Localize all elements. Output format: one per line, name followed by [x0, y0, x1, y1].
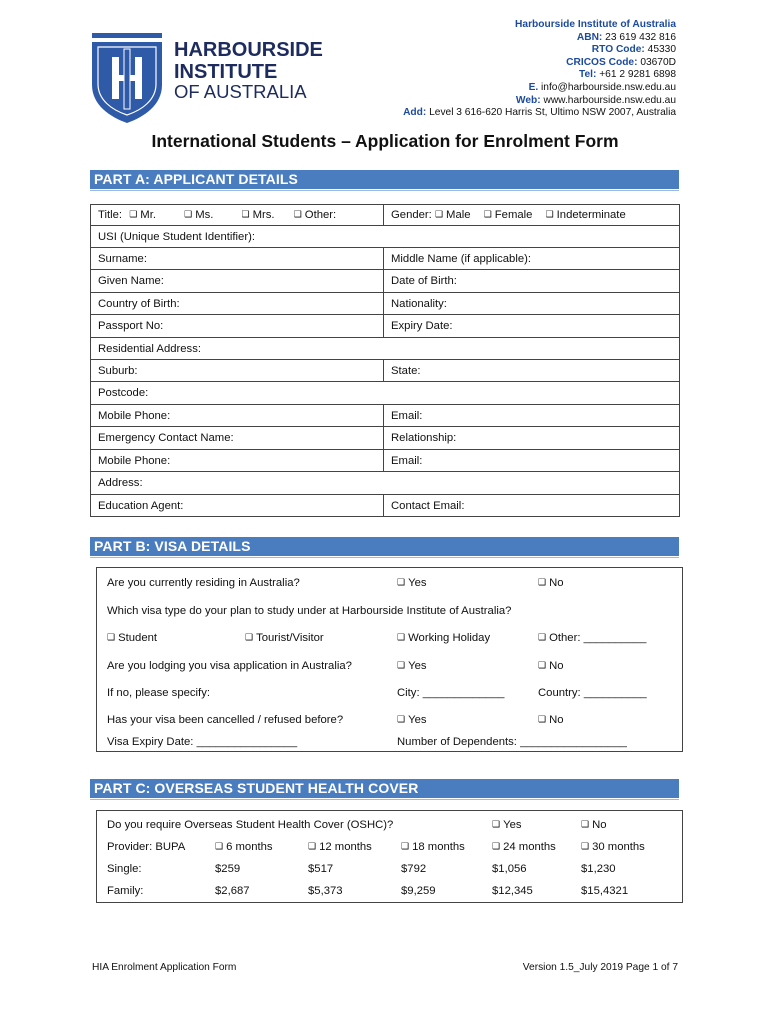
relationship-field[interactable]: Relationship: [384, 427, 680, 450]
tel-value: +61 2 9281 6898 [599, 69, 676, 81]
option-label: Yes [408, 660, 427, 672]
cancelled-yes[interactable] [397, 714, 427, 726]
option-label: No [549, 577, 564, 589]
checkbox-icon[interactable]: ❑ [492, 820, 501, 830]
single-price: $1,230 [581, 863, 616, 875]
email-link[interactable]: info@harbourside.nsw.edu.au [541, 81, 676, 93]
email-label: E. [528, 81, 539, 93]
provider-label: Provider: BUPA [107, 841, 186, 853]
part-a-header: PART A: APPLICANT DETAILS [90, 170, 679, 189]
visa-expiry-field[interactable]: Visa Expiry Date: ________________ [107, 736, 298, 748]
option-label: 24 months [503, 841, 556, 853]
state-field[interactable]: State: [384, 360, 680, 382]
residential-address-field[interactable]: Residential Address: [91, 338, 680, 360]
checkbox-icon[interactable]: ❑ [241, 210, 250, 220]
address-label: Add: [403, 107, 427, 119]
family-price: $12,345 [492, 885, 533, 897]
agent-email-field[interactable]: Contact Email: [384, 495, 680, 517]
footer-form-name: HIA Enrolment Application Form [92, 962, 237, 973]
option-label: Working Holiday [408, 632, 491, 644]
option-label: Yes [503, 819, 522, 831]
page-title: International Students – Application for Enrolment Form [151, 131, 619, 151]
logo-line-2: INSTITUTE [174, 61, 278, 83]
email-field[interactable]: Email: [384, 405, 680, 427]
option-label: Yes [408, 577, 427, 589]
checkbox-icon[interactable]: ❑ [492, 842, 501, 852]
oshc-no[interactable] [581, 819, 607, 831]
option-label: No [592, 819, 607, 831]
cancelled-question: Has your visa been cancelled / refused before? [107, 714, 344, 726]
gender-option-female: Female [494, 209, 533, 221]
tel-label: Tel: [579, 69, 597, 81]
visa-type-student[interactable] [107, 632, 157, 644]
emergency-address-field[interactable]: Address: [91, 472, 680, 495]
education-agent-field[interactable]: Education Agent: [91, 495, 384, 517]
single-price: $517 [308, 863, 334, 875]
duration-12-months[interactable] [308, 841, 372, 853]
checkbox-icon[interactable]: ❑ [538, 715, 547, 725]
checkbox-icon[interactable]: ❑ [308, 842, 317, 852]
option-label: 12 months [319, 841, 372, 853]
checkbox-icon[interactable]: ❑ [538, 661, 547, 671]
title-field [91, 205, 384, 226]
checkbox-icon[interactable]: ❑ [434, 210, 444, 220]
option-label: 30 months [592, 841, 645, 853]
duration-24-months[interactable] [492, 841, 556, 853]
emergency-mobile-field[interactable]: Mobile Phone: [91, 450, 384, 472]
checkbox-icon[interactable]: ❑ [538, 633, 547, 643]
checkbox-icon[interactable]: ❑ [581, 842, 590, 852]
family-price: $15,4321 [581, 885, 629, 897]
option-label: No [549, 714, 564, 726]
duration-30-months[interactable] [581, 841, 645, 853]
dob-field[interactable]: Date of Birth: [384, 270, 680, 293]
visa-type-question: Which visa type do your plan to study under at Harbourside Institute of Australia? [107, 605, 512, 617]
lodging-no[interactable] [538, 660, 564, 672]
cancelled-no[interactable] [538, 714, 564, 726]
postcode-field[interactable]: Postcode: [91, 382, 680, 405]
abn-value: 23 619 432 816 [605, 31, 676, 43]
gender-field [384, 205, 680, 226]
single-label: Single: [107, 863, 142, 875]
surname-field[interactable]: Surname: [91, 248, 384, 270]
cricos-value: 03670D [640, 56, 676, 68]
dependents-field[interactable]: Number of Dependents: _________________ [397, 736, 627, 748]
residing-yes[interactable] [397, 577, 427, 589]
checkbox-icon[interactable]: ❑ [401, 842, 410, 852]
checkbox-icon[interactable]: ❑ [107, 633, 116, 643]
expiry-date-field[interactable]: Expiry Date: [384, 315, 680, 338]
part-c-header: PART C: OVERSEAS STUDENT HEALTH COVER [90, 779, 679, 798]
option-label: 6 months [226, 841, 273, 853]
nationality-field[interactable]: Nationality: [384, 293, 680, 315]
emergency-email-field[interactable]: Email: [384, 450, 680, 472]
family-label: Family: [107, 885, 144, 897]
title-option-other: Other: [304, 209, 337, 221]
visa-type-working-holiday[interactable] [397, 632, 490, 644]
rto-label: RTO Code: [591, 44, 645, 56]
option-label: Student [118, 632, 158, 644]
web-link[interactable]: www.harbourside.nsw.edu.au [543, 94, 676, 106]
country-of-birth-field[interactable]: Country of Birth: [91, 293, 384, 315]
given-name-field[interactable]: Given Name: [91, 270, 384, 293]
emergency-contact-name-field[interactable]: Emergency Contact Name: [91, 427, 384, 450]
visa-type-other[interactable] [538, 632, 646, 644]
option-label: Tourist/Visitor [256, 632, 324, 644]
title-option-mrs: Mrs. [252, 209, 275, 221]
option-label: Other: __________ [549, 632, 647, 644]
suburb-field[interactable]: Suburb: [91, 360, 384, 382]
checkbox-icon[interactable]: ❑ [397, 715, 406, 725]
duration-18-months[interactable] [401, 841, 465, 853]
country-field[interactable]: Country: __________ [538, 687, 647, 699]
usi-field[interactable]: USI (Unique Student Identifier): [91, 226, 680, 248]
duration-6-months[interactable] [215, 841, 273, 853]
part-b-header: PART B: VISA DETAILS [90, 537, 679, 556]
city-field[interactable]: City: _____________ [397, 687, 505, 699]
oshc-yes[interactable] [492, 819, 522, 831]
abn-label: ABN: [576, 31, 603, 43]
gender-option-indeterminate: Indeterminate [556, 209, 626, 221]
gender-label: Gender: [391, 209, 432, 221]
checkbox-icon[interactable]: ❑ [245, 633, 254, 643]
passport-field[interactable]: Passport No: [91, 315, 384, 338]
checkbox-icon[interactable]: ❑ [397, 578, 406, 588]
mobile-phone-field[interactable]: Mobile Phone: [91, 405, 384, 427]
checkbox-icon[interactable]: ❑ [397, 661, 406, 671]
institute-name: Harbourside Institute of Australia [515, 19, 676, 30]
family-price: $5,373 [308, 885, 343, 897]
single-price: $792 [401, 863, 427, 875]
single-price: $1,056 [492, 863, 527, 875]
visa-type-tourist[interactable] [245, 632, 324, 644]
option-label: No [549, 660, 564, 672]
address-value: Level 3 616-620 Harris St, Ultimo NSW 2007, Australia [429, 107, 676, 119]
lodging-question: Are you lodging you visa application in Australia? [107, 660, 352, 672]
title-option-mr: Mr. [140, 209, 156, 221]
checkbox-icon[interactable]: ❑ [184, 210, 193, 220]
logo-line-1: HARBOURSIDE [174, 39, 323, 61]
checkbox-icon[interactable]: ❑ [215, 842, 224, 852]
logo-line-3: OF AUSTRALIA [174, 81, 307, 102]
family-price: $2,687 [215, 885, 250, 897]
checkbox-icon[interactable]: ❑ [293, 210, 302, 220]
applicant-details-table [90, 204, 680, 517]
contact-block [403, 19, 676, 120]
lodging-yes[interactable] [397, 660, 427, 672]
cricos-label: CRICOS Code: [566, 56, 638, 68]
rto-value: 45330 [647, 44, 676, 56]
residing-question: Are you currently residing in Australia? [107, 577, 300, 589]
option-label: 18 months [412, 841, 465, 853]
shield-logo-icon [92, 33, 162, 123]
checkbox-icon[interactable]: ❑ [581, 820, 590, 830]
option-label: Yes [408, 714, 427, 726]
checkbox-icon[interactable]: ❑ [129, 210, 138, 220]
footer-version-page: Version 1.5_July 2019 Page 1 of 7 [522, 962, 678, 973]
residing-no[interactable] [538, 577, 564, 589]
oshc-question: Do you require Overseas Student Health Cover (OSHC)? [107, 819, 394, 831]
middle-name-field[interactable]: Middle Name (if applicable): [384, 248, 680, 270]
title-option-ms: Ms. [195, 209, 214, 221]
checkbox-icon[interactable]: ❑ [538, 578, 547, 588]
web-label: Web: [515, 94, 541, 106]
if-no-specify-label: If no, please specify: [107, 687, 210, 699]
checkbox-icon[interactable]: ❑ [483, 210, 492, 220]
institute-logo [92, 33, 342, 125]
single-price: $259 [215, 863, 241, 875]
checkbox-icon[interactable]: ❑ [397, 633, 406, 643]
gender-option-male: Male [446, 209, 471, 221]
checkbox-icon[interactable]: ❑ [545, 210, 554, 220]
family-price: $9,259 [401, 885, 436, 897]
title-label: Title: [98, 209, 123, 221]
